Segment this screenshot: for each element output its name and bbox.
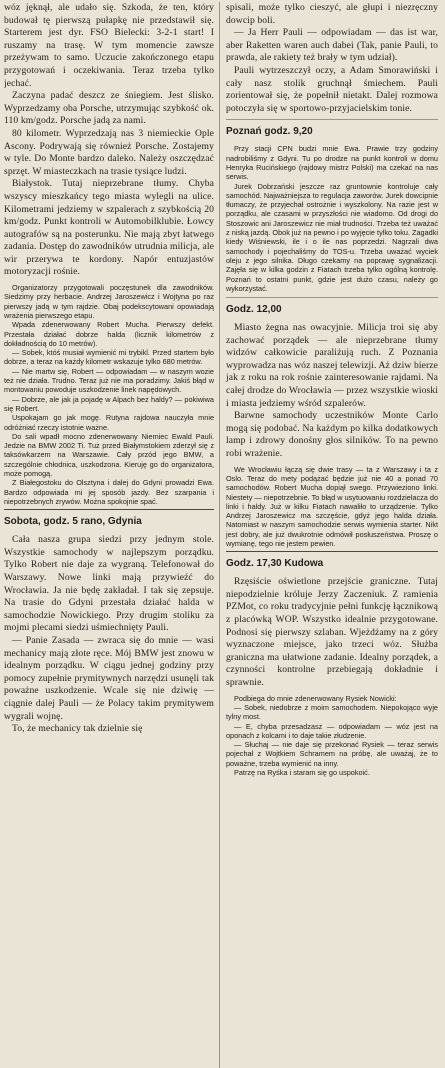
body-paragraph: To, że mechanicy tak dzielnie się — [12, 723, 143, 735]
body-paragraph: 80 kilometr. Wyprzedzają nas 3 niemieckie Ople Ascony. Podrywają się również Porsche. Zostajemy w tyle. Do Monte bardzo daleko. Należy oszczędzać sprzęt. W miasteczkach na trasie tysiące ludzi. — [4, 127, 214, 177]
right-column — [219, 2, 438, 1068]
small-paragraph: — Sobek, któś musiał wymienić mi trybikl. Przed startem było dobrze, a teraz na każdy kilometr wskazuje tylko 680 metrów. — [4, 348, 214, 367]
small-paragraph: — Sobek, niedobrze z moim samochodem. Niepokojąco wyje tylny most. — [226, 702, 438, 722]
section-heading-poznan: Poznań godz. 9,20 — [226, 126, 313, 138]
body-paragraph: Białystok. Tutaj nieprzebrane tłumy. Chyba wszyscy mieszkańcy tego miasta wylegli na ulice. Kilometrami jedziemy w szpalerach z szybkością 20 km/godz. Punkt kontroli w Automobilklubie. Łowcy autografów są na posterunku. Nie mają zbyt łatwego zadania. Dostęp do zawodników utrudnia milicja, ale wir przerywa te kordony. Napór entuzjastów motoryzacji rośnie. — [4, 178, 214, 278]
section-divider — [226, 119, 438, 120]
body-paragraph: Pauli wytrzeszczył oczy, a Adam Smorawiński i cały nasz stolik gruchnął śmiechem. Pauli zorientował się, że popełnił nietakt. Dalej rozmowa potoczyła się w sportowo-przyjacielskim tonie. — [226, 64, 438, 114]
body-paragraph: Cała nasza grupa siedzi przy jednym stole. Wszystkie samochody w najlepszym porządku. Tylko Robert nie daje za wygraną. Telefonował do Warszawy. Nowe linki mają przywieźć do Wrocławia. Ja nie będę zakładał. I tak się zepsuje. Na trasie do Gdyni przestała działać halda w samochodzie Nowickiego. Przy drugim stoliku za mojmi plecami siedzi uśmiechnięty Pauli. — [4, 534, 214, 634]
body-paragraph: Miasto żegna nas owacyjnie. Milicja troi się aby zachować porządek — ale nieprzebrane tłumy widzów całkowicie paraliżują ruch. Z Poznania wyprowadza nas wóz naszej telewizji. Aż dziw bierze jak z roku na rok rośnie zainteresowanie rajdami. Na całej drodze do Wrocławia — przez wszystkie wioski i miasta jedziemy wśród szpalerów. — [226, 322, 438, 409]
body-paragraph: — Ja Herr Pauli — odpowiadam — das ist war, aber Raketten waren auch dabei (Tak, panie Pauli, to prawda, ale rakiety też brały w tym udział). — [226, 27, 438, 64]
body-paragraph: Zaczyna padać deszcz ze śniegiem. Jest ślisko. Wyprzedzamy oba Porsche, utrzymując szybkość ok. 110 km/godz. Porsche jadą za nami. — [4, 90, 214, 127]
left-column — [4, 2, 219, 1068]
body-paragraph: wóz jęknął, ale udało się. Szkoda, że ten, który budował tę pierwszą pułapkę nie przedstawił się. Starterem jest dyr. FSO Bielecki: 3-2-1 start! I ruszamy na trasę. W tym momencie zawsze przeżywam to samo. Uczucie zakończonego etapu przygotowań i oczekiwania. Teraz trzeba tylko jechać. — [4, 2, 214, 89]
small-paragraph: Wpada zdenerwowany Robert Mucha. Pierwszy defekt. Przestała działać dobrze halda (licznik kilometrów z dokładnością do 10 metrów). — [4, 320, 214, 348]
small-paragraph: Organizatorzy przygotowali poczęstunek dla zawodników. Siedzimy przy herbacie. Andrzej Jaroszewicz i Wojtyna po raz pierwszy jadą w tym rajdzie. Obaj podekscytowani opowiadają wrażenia pierwszego etapu. — [4, 283, 214, 320]
body-paragraph: Rzęsiście oświetlone przejście graniczne. Tutaj niepodzielnie króluje Jerzy Zaczeniuk. Z ramienia PZMot, co roku tradycyjnie pełni funkcję łącznikową z placówką WOP. Wszystko idealnie przygotowane. Podnosi się pierwszy szlaban. Wjeżdżamy na z góry wyznaczone miejsce, jako trzeci wóz. Służba graniczna ma ułatwione zadanie. Idealny porządek, a czynności kontrolne przebiegają dokładnie i sprawnie. — [226, 576, 438, 689]
small-paragraph: Podbiega do mnie zdenerwowany Rysiek Nowicki: — [234, 693, 397, 703]
section-heading-kudowa: Godz. 17,30 Kudowa — [226, 558, 324, 570]
section-heading-godz-12: Godz. 12,00 — [226, 304, 282, 316]
small-paragraph: Patrzę na Ryśka i staram się go uspokoić. — [234, 768, 370, 778]
section-divider — [226, 551, 438, 552]
body-paragraph: — Panie Zasada — zwraca się do mnie — wasi mechanicy mają złote ręce. Mój BMW jest znowu w idealnym porządku. W ciągu jednej godziny przy pomocy zupełnie prymitywnych narzędzi usunęli tak poważne uszkodzenie. Wcale się nie dziwię — ciągnie dalej Pauli — że Polacy takim prymitywem wygrali wojnę. — [4, 634, 214, 722]
small-paragraph: Przy stacji CPN budzi mnie Ewa. Prawie trzy godziny nadrobiliśmy z Gdyni. Tu po drodze na punkt kontroli w domu Henryka Rucińskiego (rajdowy mistrz Polski) ma czekać na nas serwis. — [226, 144, 438, 182]
body-paragraph: Barwne samochody uczestników Monte Carlo mogą się podobać. Na każdym po kilka dodatkowych lamp i zdrowy donośny głos silników. To na pewno robi wrażenie. — [226, 410, 438, 460]
section-divider — [226, 297, 438, 298]
section-heading-gdynia: Sobota, godz. 5 rano, Gdynia — [4, 516, 142, 528]
small-paragraph: We Wrocławiu łączą się dwie trasy — ta z Warszawy i ta z Oslo. Teraz do mety podążać będzie już nie 40 a ponad 70 samochodów. Robert Mucha dopiął swego. Przywieziono linki. Niestety — niepotrzebnie. To błąd w usytuowaniu rozdzielacza do linki i haldy. Już w kilku Fiatach nawaliło to urządzenie. Tylko Andrzej Jaroszewicz ma szczęście, gdyż jego halda działa. Natomiast w naszym samochodzie serwis wymienia starter. Nikt jest dobry, ale już dwukrotnie odmówił posłuszeństwa. Proszę o wymianę, tego nie jestem pewien. — [226, 464, 438, 548]
small-paragraph: — Dobrze, ale jak ja pojadę w Alpach bez haldy? — pokiwiwa się Robert. — [4, 394, 214, 413]
small-paragraph: Z Białegostoku do Olsztyna i dalej do Gdyni prowadzi Ewa. Bardzo odpowiada mi jej sposób jazdy. Bez szarpania i niepotrzebnych zrywów. Można spokojnie spać. — [4, 478, 214, 506]
small-paragraph: Do sali wpadł mocno zdenerwowany Niemiec Ewald Pauli. Jedzie na BMW 2002 Ti. Tuż przed Białymstokiem zderzył się z taksówkarzem na Warszawie. Cały przód jego BMW, a szczególnie chłodnica, uszkodzona. Kieruję go do organizatora, może pomogą. — [4, 431, 214, 478]
small-paragraph: Jurek Dobrzański jeszcze raz gruntownie kontroluje cały samochód. Najważniejsza to regulacja zaworów. Jurek dowcipnie tłumaczy, że przyjechał ostrożnie i wyszkolony. Na razie jest w porządku, ale czasami w przyszłości nie wiadomo. Od drogi do Stoszowic ani Jaroszewicz nie miał trudności. Trzeba też uważać z niską jazdą. Obok już na pewno i po wyjęcie tylko toku. Zagadki kiedy Wiśniewski, ile i o ile nas poprzedzi. Nagrzali dwa samochody i pojechaliśmy do TOS-u. Trzeba uważać wyciek oleju z jego silnika. Długo czekamy na poprawę sygnalizacji. Zajęła się w kilka godzin z Fiatach trzeba tylko ogólną kontrolę. Poznań to ostatni punkt, gdzie jest dużo czasu, należy go wykorzystać. — [226, 181, 438, 293]
body-paragraph: spisali, może tylko cieszyć, ale głupi i niezręczny dowcip boli. — [226, 2, 438, 26]
small-paragraph: Uspokajam go jak mogę. Rutyna rajdowa nauczyła mnie odróżniać rzeczy istotnie ważne. — [4, 413, 214, 432]
small-paragraph: — Słuchaj — nie daje się przekonać Rysiek — teraz serwis pojechał z Wojtkiem Schramem na próbę, ale uważaj, że to poważne, trzeba wymienić na inny. — [226, 740, 438, 768]
section-divider — [4, 509, 214, 510]
small-paragraph: — Nie martw się, Robert — odpowiadam — w naszym wozie też nie działa. Trudno. Teraz już nie ma poradzimy. Jakiś błąd w montowaniu powoduje uszkodzenie linek napędowych. — [4, 366, 214, 395]
small-paragraph: — E, chyba przesadzasz — odpowiadam — wóz jest na oponach z kolcami i to daje takie złudzenie. — [226, 721, 438, 740]
